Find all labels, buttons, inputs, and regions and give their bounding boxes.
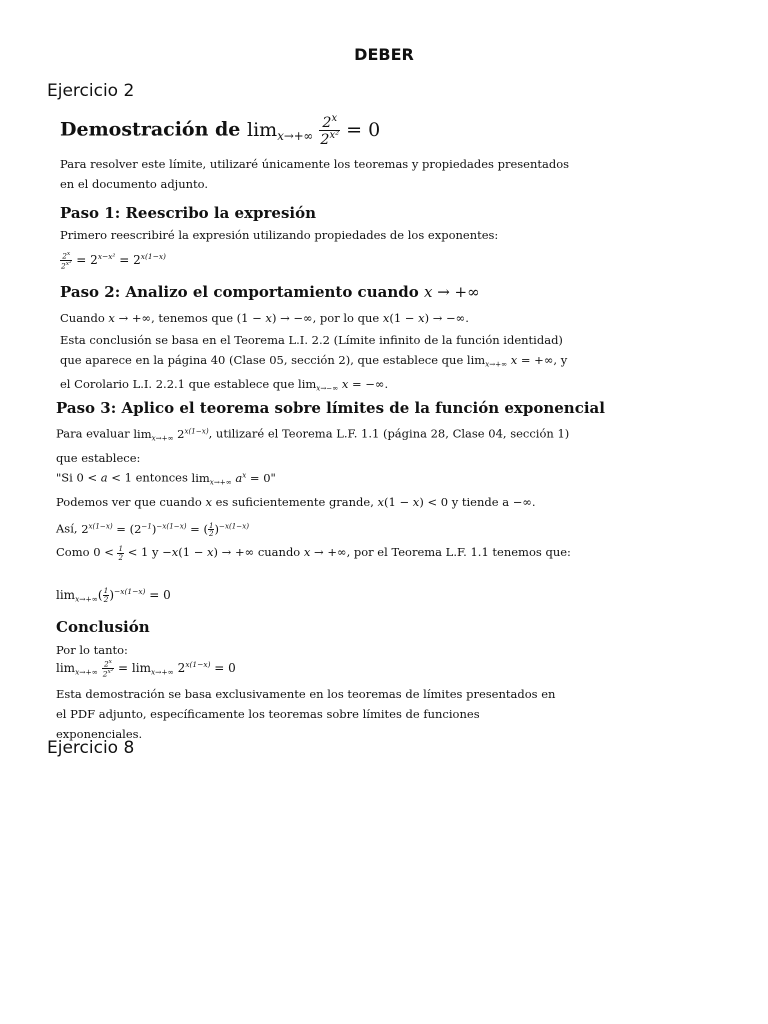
step-3-formula-1: $\lim_{x\to+\infty} 2^{x(1-x)}$ (133, 426, 209, 443)
step-3-formula-2: x(1 − x) < 0 (377, 495, 449, 509)
step-1-heading: Paso 1: Reescribo la expresión (60, 204, 317, 222)
exercise-8-heading: Ejercicio 8 (47, 738, 135, 758)
step-3-quote (56, 465, 566, 492)
step-2-formula-1: x → +∞ (108, 311, 152, 325)
step-3-text-5: es suficientemente grande, (215, 495, 374, 509)
step-2-limit-formula-1: $\lim_{x\to+\infty} x$ = +∞ (466, 353, 554, 369)
step-3-text-2: , utilizaré el Teorema L.F. 1.1 (página 28, Clase 04, sección 1) que (56, 426, 570, 466)
conclusion-text: Esta demostración se basa exclusivamente en los teoremas de límites presentados en el PDF adjunto, específicamente los teoremas sobre límites de funciones exponenciales. (56, 687, 556, 741)
step-3-formula-6: −x(1 − x) → +∞ (162, 545, 255, 559)
step-2-text-1: Cuando (60, 311, 105, 325)
exercise-2-heading: Ejercicio 2 (47, 81, 135, 101)
conclusion-lead: Por lo tanto: (56, 643, 128, 657)
step-2-heading-text: Paso 2: Analizo el comportamiento cuando (60, 283, 419, 301)
step-2-heading-formula: x → +∞ (423, 283, 480, 301)
step-1-text: Primero reescribiré la expresión utilizando propiedades de los exponentes: (60, 228, 499, 242)
step-3-text-1: Para evaluar (56, 426, 130, 441)
step-2-line-1 (60, 308, 570, 328)
step-3-text-12: que: (545, 545, 571, 559)
step-3-intro (56, 421, 576, 468)
step-2-paragraph (60, 330, 570, 399)
step-3-text-9: y (151, 545, 159, 559)
step-3-heading: Paso 3: Aplico el teorema sobre límites de la función exponencial (56, 399, 605, 417)
step-3-quote-text-b: entonces (135, 470, 188, 485)
conclusion-formula: $\lim_{x\to+\infty}$ $\frac{2^x}{2^{x^2}}$ = $\lim_{x\to+\infty} 2^{x(1-x)} = 0$ (56, 658, 236, 679)
step-3-text-7: Así, (56, 521, 78, 536)
step-2-text-3: , por lo que (312, 311, 380, 325)
step-2-paragraph-text-a: Esta conclusión se basa en el Teorema L.I. 2.2 (Límite infinito de la función identidad) que aparece en la página 40 (Clase 05, sección 2), que establece que (60, 333, 563, 367)
step-3-formula-x: x (205, 495, 212, 509)
step-2-heading (60, 283, 480, 301)
step-2-limit-formula-2: $\lim_{x\to-\infty} x$ = −∞. (298, 377, 389, 393)
intro-paragraph: Para resolver este límite, utilizaré únicamente los teoremas y propiedades presentados en el documento adjunto. (60, 157, 570, 191)
step-3-formula-4: $2^{x(1-x)} = (2^{-1})^{-x(1-x)}$ = ( $\frac{1}{2}$ )$^{-x(1-x)}$ (81, 521, 250, 539)
proof-title-text: Demostración de (60, 118, 241, 141)
step-2-paragraph-text-c: Corolario L.I. 2.2.1 que establece que (74, 377, 295, 392)
document-title: DEBER (354, 45, 414, 64)
proof-title-formula: $\lim_{x\to+\infty}$ $\frac{2^x}{2^{x^2}}$ = 0 (247, 113, 381, 148)
step-2-formula-3: x(1 − x) → −∞. (382, 311, 469, 325)
step-1-formula: $\frac{2^x}{2^{x^2}}$ = $2^{x-x^2} = 2^{x(1-x)}$ (61, 250, 166, 271)
step-3-formula-5: 0 < $\frac{1}{2}$ < 1 (93, 544, 149, 562)
conclusion-heading: Conclusión (56, 618, 150, 636)
step-3-quote-text-c: " (270, 470, 276, 485)
step-3-formula-7: x → +∞ (303, 545, 347, 559)
step-3-quote-formula-2: $\lim_{x\to+\infty} a^x = 0$ (191, 470, 271, 487)
step-3-line-2 (56, 492, 566, 512)
step-3-quote-text-a: "Si (56, 470, 73, 485)
step-2-paragraph-text-b: , y el (60, 353, 568, 392)
step-3-text-4: Podemos ver que cuando (56, 495, 202, 509)
step-2-formula-2: (1 − x) → −∞ (236, 311, 313, 325)
step-3-quote-formula-1: 0 < a < 1 (76, 470, 132, 485)
step-3-result-formula: $\lim_{x\to+\infty}$( $\frac{1}{2}$ )$^{-x(1-x)}$ = 0 (56, 586, 171, 604)
step-3-text-11: , por el Teorema L.F. 1.1 tenemos (346, 545, 542, 559)
step-3-text-3: establece: (81, 451, 141, 466)
proof-title (60, 114, 380, 147)
step-3-text-8: Como (56, 545, 90, 559)
step-3-formula-3: −∞. (512, 495, 536, 509)
step-3-text-6: y tiende a (451, 495, 510, 509)
step-3-line-3 (56, 516, 566, 539)
step-2-text-2: , tenemos que (151, 311, 234, 325)
step-3-text-10: cuando (257, 545, 301, 559)
step-3-line-4 (56, 542, 576, 562)
